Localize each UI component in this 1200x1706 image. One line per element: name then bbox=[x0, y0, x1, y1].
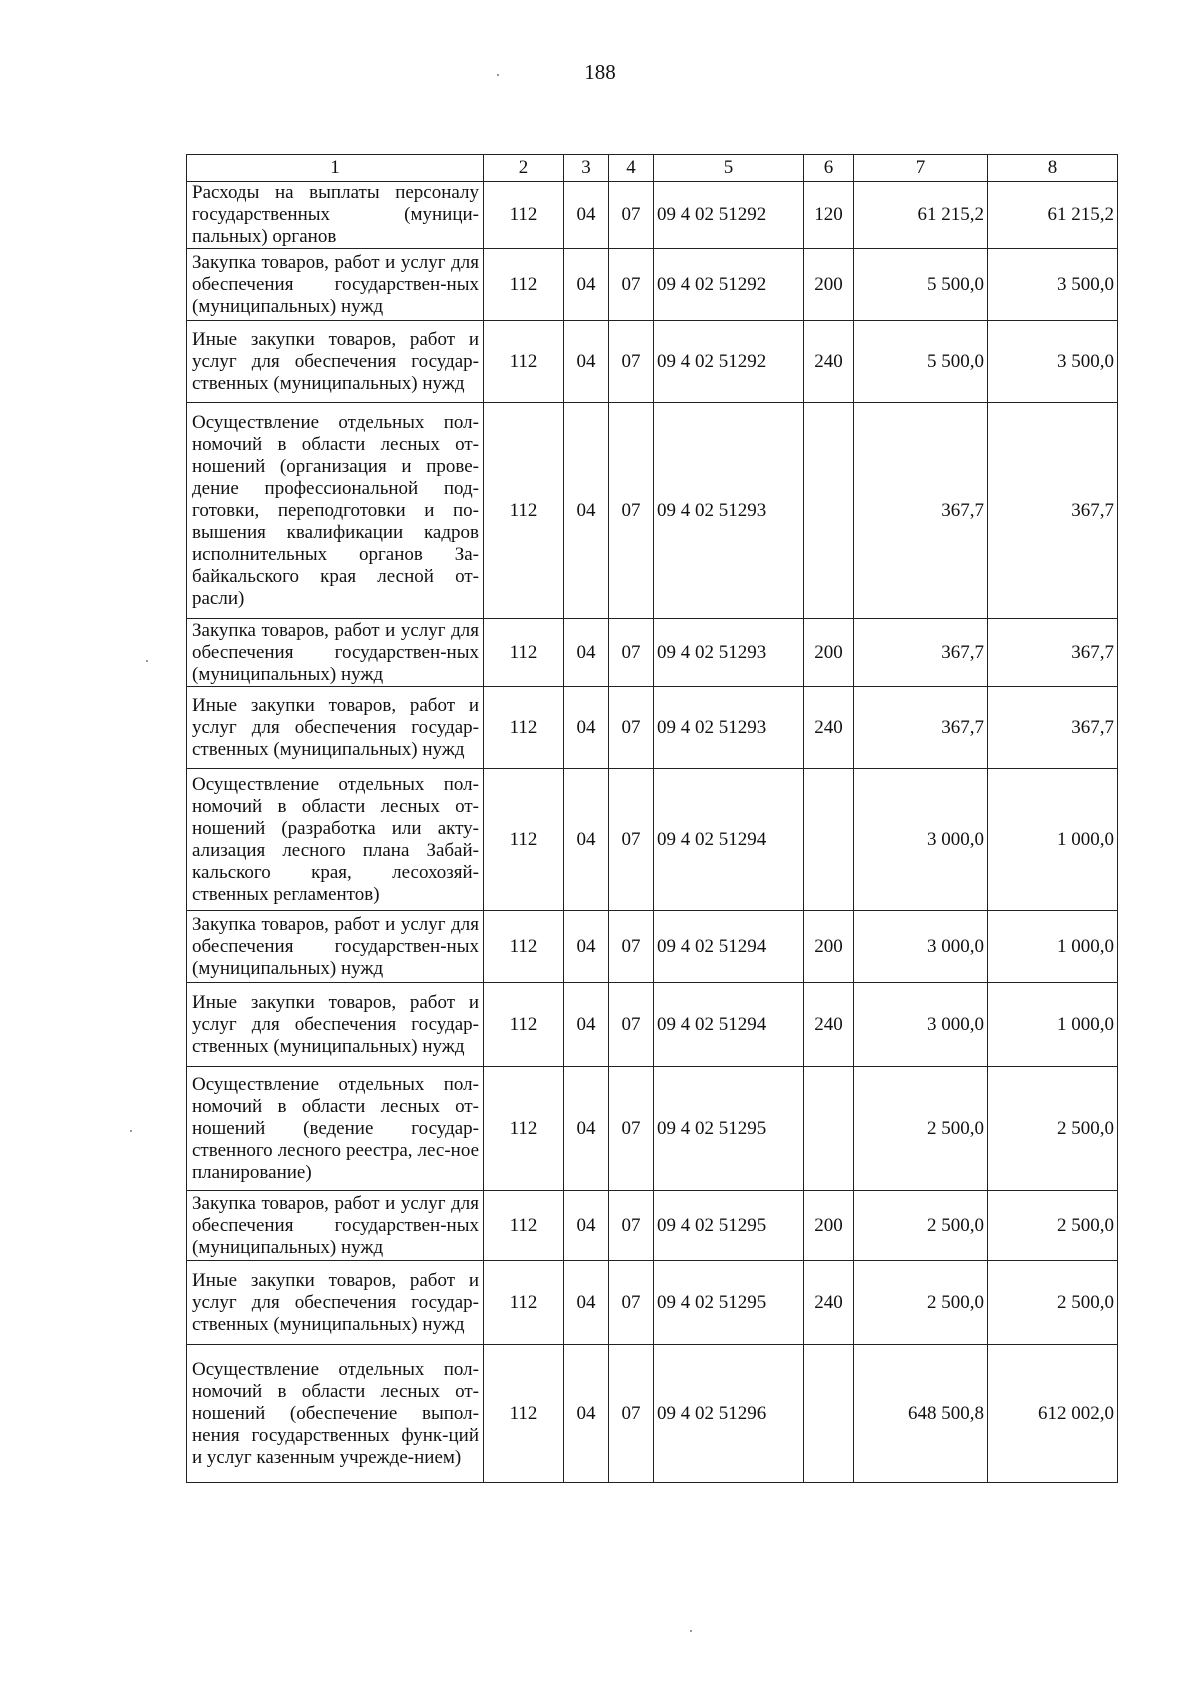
row-col3-cell: 04 bbox=[564, 321, 609, 403]
row-name-cell: Иные закупки товаров, работ и услуг для обеспечения государ-ственных (муниципальных) нужд bbox=[187, 321, 484, 403]
row-col3-cell: 04 bbox=[564, 983, 609, 1067]
header-cell: 7 bbox=[854, 155, 988, 182]
scan-speck bbox=[690, 1630, 692, 1632]
row-col2-cell: 112 bbox=[484, 983, 564, 1067]
row-col2-cell: 112 bbox=[484, 1261, 564, 1345]
row-col2-cell: 112 bbox=[484, 769, 564, 911]
row-col4-cell: 07 bbox=[609, 911, 654, 983]
row-col6-cell: 240 bbox=[804, 321, 854, 403]
table-row bbox=[187, 403, 1118, 619]
row-name-cell: Закупка товаров, работ и услуг для обеспечения государствен-ных (муниципальных) нужд bbox=[187, 619, 484, 687]
row-col3-cell: 04 bbox=[564, 911, 609, 983]
row-col2-cell: 112 bbox=[484, 1067, 564, 1191]
table-header-row bbox=[187, 155, 1118, 182]
row-col3-cell: 04 bbox=[564, 1191, 609, 1261]
row-col5-cell: 09 4 02 51293 bbox=[654, 619, 804, 687]
header-cell: 3 bbox=[564, 155, 609, 182]
row-col4-cell: 07 bbox=[609, 769, 654, 911]
row-name-cell: Иные закупки товаров, работ и услуг для обеспечения государ-ственных (муниципальных) нужд bbox=[187, 687, 484, 769]
row-col8-cell: 612 002,0 bbox=[988, 1345, 1118, 1483]
row-col3-cell: 04 bbox=[564, 619, 609, 687]
row-col5-cell: 09 4 02 51295 bbox=[654, 1191, 804, 1261]
header-cell: 4 bbox=[609, 155, 654, 182]
row-col8-cell: 1 000,0 bbox=[988, 911, 1118, 983]
table-row bbox=[187, 983, 1118, 1067]
row-col8-cell: 367,7 bbox=[988, 619, 1118, 687]
row-col3-cell: 04 bbox=[564, 687, 609, 769]
row-col6-cell: 120 bbox=[804, 182, 854, 249]
row-col4-cell: 07 bbox=[609, 1345, 654, 1483]
header-cell: 1 bbox=[187, 155, 484, 182]
row-col4-cell: 07 bbox=[609, 983, 654, 1067]
table-row bbox=[187, 687, 1118, 769]
row-col6-cell: 240 bbox=[804, 1261, 854, 1345]
row-name-cell: Осуществление отдельных пол-номочий в области лесных от-ношений (организация и прове-дение профессиональной под-готовки, переподготовки и по-вышения квалификации кадров исполнительных органов За-байкальского края лесной от-расли) bbox=[187, 403, 484, 619]
row-col6-cell: 240 bbox=[804, 687, 854, 769]
row-col7-cell: 2 500,0 bbox=[854, 1191, 988, 1261]
row-col8-cell: 3 500,0 bbox=[988, 249, 1118, 321]
row-col3-cell: 04 bbox=[564, 403, 609, 619]
table-row bbox=[187, 1345, 1118, 1483]
row-col2-cell: 112 bbox=[484, 911, 564, 983]
row-col7-cell: 5 500,0 bbox=[854, 249, 988, 321]
scan-speck bbox=[130, 1130, 132, 1132]
row-col5-cell: 09 4 02 51295 bbox=[654, 1261, 804, 1345]
row-col8-cell: 2 500,0 bbox=[988, 1191, 1118, 1261]
row-name-cell: Осуществление отдельных пол-номочий в области лесных от-ношений (ведение государ-ственного лесного реестра, лес-ное планирование) bbox=[187, 1067, 484, 1191]
row-col2-cell: 112 bbox=[484, 403, 564, 619]
row-col7-cell: 5 500,0 bbox=[854, 321, 988, 403]
row-col6-cell: 200 bbox=[804, 911, 854, 983]
row-name-cell: Осуществление отдельных пол-номочий в области лесных от-ношений (разработка или акту-ализация лесного плана Забай-кальского края, лесохозяй-ственных регламентов) bbox=[187, 769, 484, 911]
table-row bbox=[187, 321, 1118, 403]
row-col5-cell: 09 4 02 51294 bbox=[654, 911, 804, 983]
row-name-cell: Закупка товаров, работ и услуг для обеспечения государствен-ных (муниципальных) нужд bbox=[187, 249, 484, 321]
row-col6-cell bbox=[804, 1345, 854, 1483]
row-name-cell: Иные закупки товаров, работ и услуг для обеспечения государ-ственных (муниципальных) нужд bbox=[187, 983, 484, 1067]
header-cell: 5 bbox=[654, 155, 804, 182]
row-col5-cell: 09 4 02 51293 bbox=[654, 403, 804, 619]
row-col4-cell: 07 bbox=[609, 1261, 654, 1345]
row-col2-cell: 112 bbox=[484, 619, 564, 687]
row-col6-cell: 240 bbox=[804, 983, 854, 1067]
row-col8-cell: 2 500,0 bbox=[988, 1261, 1118, 1345]
row-col5-cell: 09 4 02 51292 bbox=[654, 182, 804, 249]
row-col6-cell bbox=[804, 403, 854, 619]
row-col6-cell: 200 bbox=[804, 619, 854, 687]
row-col2-cell: 112 bbox=[484, 321, 564, 403]
row-col4-cell: 07 bbox=[609, 321, 654, 403]
row-col4-cell: 07 bbox=[609, 249, 654, 321]
row-col2-cell: 112 bbox=[484, 1191, 564, 1261]
table-row bbox=[187, 1261, 1118, 1345]
row-col5-cell: 09 4 02 51296 bbox=[654, 1345, 804, 1483]
table-row bbox=[187, 1191, 1118, 1261]
row-col7-cell: 367,7 bbox=[854, 619, 988, 687]
row-col3-cell: 04 bbox=[564, 1261, 609, 1345]
row-col8-cell: 367,7 bbox=[988, 687, 1118, 769]
scan-speck bbox=[497, 74, 499, 76]
row-col8-cell: 1 000,0 bbox=[988, 769, 1118, 911]
row-col7-cell: 3 000,0 bbox=[854, 769, 988, 911]
row-col5-cell: 09 4 02 51292 bbox=[654, 321, 804, 403]
row-name-cell: Расходы на выплаты персоналу государственных (муници-пальных) органов bbox=[187, 182, 484, 249]
row-col7-cell: 367,7 bbox=[854, 687, 988, 769]
row-col3-cell: 04 bbox=[564, 249, 609, 321]
row-col8-cell: 61 215,2 bbox=[988, 182, 1118, 249]
table-row bbox=[187, 182, 1118, 249]
row-col8-cell: 3 500,0 bbox=[988, 321, 1118, 403]
row-col7-cell: 3 000,0 bbox=[854, 911, 988, 983]
page-number: 188 bbox=[584, 60, 616, 84]
row-col5-cell: 09 4 02 51294 bbox=[654, 983, 804, 1067]
row-col7-cell: 61 215,2 bbox=[854, 182, 988, 249]
row-col4-cell: 07 bbox=[609, 182, 654, 249]
row-col5-cell: 09 4 02 51293 bbox=[654, 687, 804, 769]
budget-table bbox=[186, 154, 1118, 1483]
row-col8-cell: 1 000,0 bbox=[988, 983, 1118, 1067]
table-row bbox=[187, 769, 1118, 911]
row-col3-cell: 04 bbox=[564, 1067, 609, 1191]
header-cell: 6 bbox=[804, 155, 854, 182]
row-col6-cell: 200 bbox=[804, 249, 854, 321]
row-col4-cell: 07 bbox=[609, 1191, 654, 1261]
header-cell: 8 bbox=[988, 155, 1118, 182]
row-col6-cell: 200 bbox=[804, 1191, 854, 1261]
row-col5-cell: 09 4 02 51295 bbox=[654, 1067, 804, 1191]
row-col3-cell: 04 bbox=[564, 1345, 609, 1483]
row-col7-cell: 2 500,0 bbox=[854, 1067, 988, 1191]
row-col2-cell: 112 bbox=[484, 182, 564, 249]
row-name-cell: Закупка товаров, работ и услуг для обеспечения государствен-ных (муниципальных) нужд bbox=[187, 1191, 484, 1261]
row-col2-cell: 112 bbox=[484, 249, 564, 321]
row-col3-cell: 04 bbox=[564, 182, 609, 249]
table-row bbox=[187, 911, 1118, 983]
row-col7-cell: 3 000,0 bbox=[854, 983, 988, 1067]
row-col4-cell: 07 bbox=[609, 1067, 654, 1191]
row-name-cell: Закупка товаров, работ и услуг для обеспечения государствен-ных (муниципальных) нужд bbox=[187, 911, 484, 983]
row-col4-cell: 07 bbox=[609, 687, 654, 769]
header-cell: 2 bbox=[484, 155, 564, 182]
table-row bbox=[187, 249, 1118, 321]
row-col6-cell bbox=[804, 769, 854, 911]
row-col2-cell: 112 bbox=[484, 687, 564, 769]
row-col5-cell: 09 4 02 51292 bbox=[654, 249, 804, 321]
row-name-cell: Иные закупки товаров, работ и услуг для обеспечения государ-ственных (муниципальных) нужд bbox=[187, 1261, 484, 1345]
row-col7-cell: 2 500,0 bbox=[854, 1261, 988, 1345]
row-col8-cell: 367,7 bbox=[988, 403, 1118, 619]
row-col5-cell: 09 4 02 51294 bbox=[654, 769, 804, 911]
row-col7-cell: 367,7 bbox=[854, 403, 988, 619]
table-row bbox=[187, 1067, 1118, 1191]
row-col4-cell: 07 bbox=[609, 403, 654, 619]
table-row bbox=[187, 619, 1118, 687]
scan-speck bbox=[146, 660, 148, 662]
row-col4-cell: 07 bbox=[609, 619, 654, 687]
row-name-cell: Осуществление отдельных пол-номочий в области лесных от-ношений (обеспечение выпол-нения государственных функ-ций и услуг казенным учрежде-нием) bbox=[187, 1345, 484, 1483]
row-col3-cell: 04 bbox=[564, 769, 609, 911]
row-col7-cell: 648 500,8 bbox=[854, 1345, 988, 1483]
row-col8-cell: 2 500,0 bbox=[988, 1067, 1118, 1191]
row-col2-cell: 112 bbox=[484, 1345, 564, 1483]
row-col6-cell bbox=[804, 1067, 854, 1191]
